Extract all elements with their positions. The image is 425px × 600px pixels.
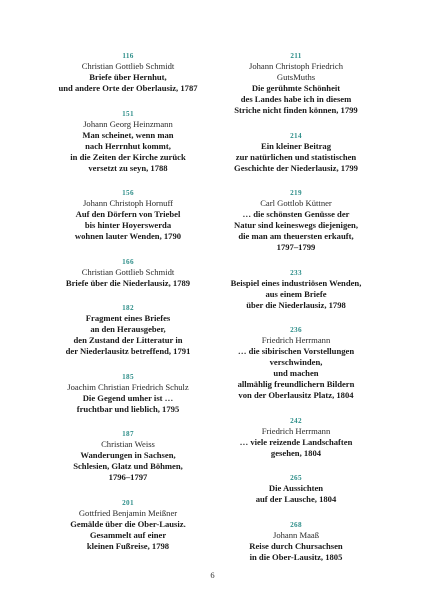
entry-title-line: Reise durch Chursachsen (249, 540, 343, 551)
entry-page-number: 236 (290, 326, 302, 334)
entry-page-number: 166 (122, 257, 134, 266)
entry-title-line: über die Niederlausiz, 1798 (246, 299, 346, 310)
entry-author: GutsMuths (276, 72, 316, 82)
entry-title-line: Man scheinet, wenn man (82, 129, 174, 140)
contents-column-right (216, 51, 376, 577)
entry-title-line: Die Aussichten (268, 483, 324, 493)
entry-title-line: wohnen lauter Wenden, 1790 (74, 231, 182, 241)
entry-page-number: 214 (290, 131, 302, 140)
entry-title-line: Beispiel eines industriösen Wenden, (230, 277, 362, 288)
entry-title-line: die man am theuersten erkauft, (238, 231, 354, 241)
entry-page-number: 187 (122, 430, 134, 438)
entry-title-line: … die sibirischen Vorstellungen verschwinden, (237, 346, 355, 367)
entry-title-line: … viele reizende Landschaften (239, 436, 353, 447)
entry-title-line: aus einem Briefe (265, 288, 327, 299)
entry-title-line: Schlesien, Glatz und Böhmen, (73, 461, 183, 471)
entry-title-line: und machen (273, 368, 319, 378)
entry-title-line: Die gerühmte Schönheit (251, 83, 341, 93)
contents-entry (216, 188, 376, 253)
entry-author: Carl Gottlob Küttner (260, 198, 332, 208)
entry-title-line: fruchtbar und lieblich, 1795 (76, 403, 180, 414)
entry-page-number: 182 (122, 304, 134, 312)
entry-title-line: Gemälde über die Ober-Lausiz. (70, 518, 186, 529)
entry-title-line: zur natürlichen und statistischen (235, 151, 357, 162)
contents-entry (48, 303, 208, 357)
contents-entry (216, 473, 376, 505)
contents-entry (48, 429, 208, 483)
entry-title-line: Striche nicht finden können, 1799 (234, 105, 358, 115)
entry-page-number: 211 (290, 52, 302, 60)
entry-page-number: 219 (290, 189, 302, 197)
contents-entry (216, 51, 376, 116)
contents-entry (48, 109, 208, 174)
entry-title-line: des Landes habe ich in diesem (240, 94, 352, 104)
contents-entry (216, 131, 376, 174)
entry-title-line: bis hinter Hoyerswerda (84, 220, 172, 230)
entry-author: Christian Gottlieb Schmidt (81, 61, 175, 71)
contents-entry (48, 498, 208, 552)
entry-title-line: Ein kleiner Beitrag (260, 140, 332, 151)
entry-title-line: Geschichte der Niederlausiz, 1799 (234, 162, 358, 173)
entry-page-number: 116 (122, 52, 134, 60)
contents-entry (48, 188, 208, 242)
entry-page-number: 233 (290, 268, 302, 277)
entry-author: Johann Georg Heinzmann (83, 118, 173, 129)
entry-page-number: 156 (122, 189, 134, 197)
entry-page-number: 265 (290, 474, 302, 482)
contents-entry (48, 372, 208, 415)
entry-title-line: in die Ober-Lausitz, 1805 (249, 551, 343, 562)
entry-title-line: an den Herausgeber, (90, 324, 166, 334)
entry-title-line: nach Herrnhut kommt, (85, 140, 171, 151)
entry-title-line: Natur sind keineswegs diejenigen, (234, 220, 358, 230)
entry-title-line: … die schönsten Genüsse der (242, 209, 350, 219)
entry-title-line: in die Zeiten der Kirche zurück (70, 151, 186, 162)
entry-title-line: versetzt zu seyn, 1788 (88, 162, 168, 173)
entry-title-line: von der Oberlausitz Platz, 1804 (238, 390, 354, 400)
entry-page-number: 201 (122, 498, 134, 507)
entry-title-line: Die Gegend umher ist … (82, 392, 174, 403)
contents-entry (48, 51, 208, 94)
entry-title-line: Auf den Dörfern von Triebel (75, 209, 181, 219)
entry-title-line: allmählig freundlichern Bildern (237, 379, 355, 389)
entry-title-line: 1797–1799 (276, 242, 316, 252)
contents-entry (216, 268, 376, 311)
entry-author: Christian Weiss (101, 439, 155, 449)
entry-author: Johann Christoph Hornuff (82, 198, 174, 208)
entry-title-line: Gesammelt auf einer (89, 529, 167, 540)
entry-page-number: 242 (290, 416, 302, 425)
entry-title-line: auf der Lausche, 1804 (255, 494, 337, 504)
contents-entry (48, 257, 208, 289)
contents-entry (216, 416, 376, 459)
entry-title-line: gesehen, 1804 (270, 447, 322, 458)
entry-title-line: den Zustand der Litteratur in (73, 335, 183, 345)
contents-column-left (48, 51, 208, 566)
page-number: 6 (210, 570, 215, 580)
entry-author: Friedrich Herrmann (261, 425, 331, 436)
entry-title-line: Wanderungen in Sachsen, (80, 450, 176, 460)
entry-title-line: Briefe über Hernhut, (89, 72, 167, 82)
entry-author: Christian Gottlieb Schmidt (81, 266, 175, 277)
entry-title-line: Briefe über die Niederlausiz, 1789 (65, 277, 191, 288)
entry-title-line: und andere Orte der Oberlausiz, 1787 (58, 83, 198, 93)
entry-title-line: der Niederlausitz betreffend, 1791 (65, 346, 191, 356)
entry-page-number: 268 (290, 520, 302, 529)
entry-page-number: 185 (122, 372, 134, 381)
entry-page-number: 151 (122, 109, 134, 118)
entry-author: Johann Maaß (272, 529, 320, 540)
entry-author: Joachim Christian Friedrich Schulz (67, 381, 189, 392)
entry-title-line: Fragment eines Briefes (85, 313, 171, 323)
contents-entry (216, 520, 376, 563)
contents-entry (216, 325, 376, 401)
entry-title-line: kleinen Fußreise, 1798 (86, 540, 170, 551)
entry-author: Friedrich Herrmann (261, 335, 331, 345)
entry-author: Gottfried Benjamin Meißner (78, 507, 178, 518)
entry-author: Johann Christoph Friedrich (248, 61, 344, 71)
entry-title-line: 1796–1797 (108, 472, 148, 482)
